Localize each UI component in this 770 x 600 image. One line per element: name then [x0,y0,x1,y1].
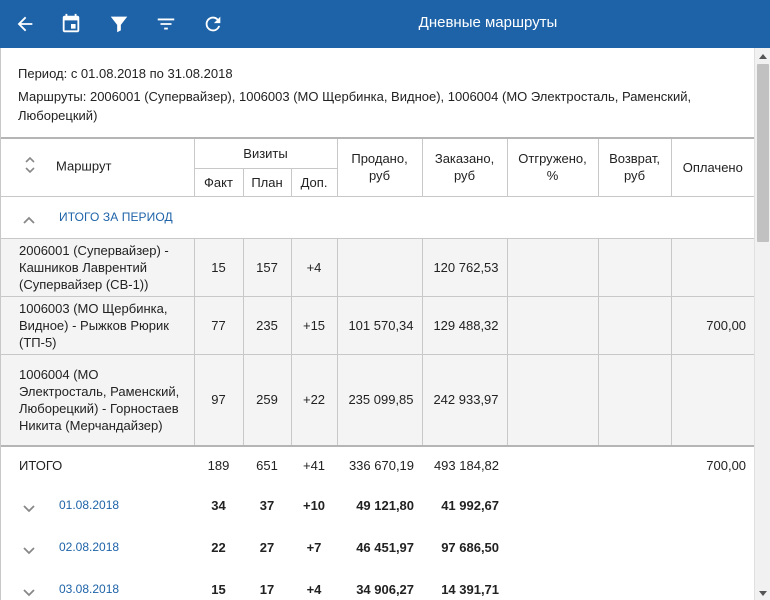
total-extra: +41 [291,446,337,484]
column-label-route: Маршрут [56,158,112,174]
day-sold: 34 906,27 [356,581,415,597]
total-paid: 700,00 [671,446,754,484]
day-link[interactable]: 01.08.2018 [59,498,120,512]
chevron-down-icon[interactable] [23,500,35,512]
day-row[interactable] [1,526,754,568]
column-header-route[interactable] [1,138,194,196]
back-arrow-icon[interactable] [13,12,37,36]
day-link[interactable]: 03.08.2018 [59,582,120,596]
extra-cell: +22 [291,354,337,446]
total-returned [598,446,671,484]
extra-cell: +4 [291,238,337,296]
column-header-ordered: Заказано, руб [422,138,507,196]
day-ordered: 41 992,67 [441,497,500,513]
column-header-shipped: Отгружено, % [507,138,598,196]
period-section-toggle[interactable] [1,196,754,238]
sort-lines-icon[interactable] [154,12,178,36]
report-panel [0,48,754,600]
fact-cell: 15 [194,238,243,296]
total-ordered: 493 184,82 [422,446,507,484]
fact-cell: 77 [194,296,243,354]
column-header-sold: Продано, руб [337,138,422,196]
total-label: ИТОГО [1,446,194,484]
day-extra: +7 [306,539,322,555]
plan-cell: 259 [243,354,291,446]
table-row [1,296,754,354]
shipped-cell [507,354,598,446]
extra-cell: +15 [291,296,337,354]
filter-icon[interactable] [107,12,131,36]
vertical-scrollbar[interactable] [754,48,770,600]
returned-cell [598,238,671,296]
section-label: ИТОГО ЗА ПЕРИОД [59,210,173,224]
day-fact: 22 [211,539,226,555]
paid-cell: 700,00 [671,296,754,354]
sort-icon[interactable] [24,156,36,178]
table-row [1,238,754,296]
day-row[interactable] [1,484,754,526]
route-cell: 1006004 (МО Электросталь, Раменский, Люборецкий) - Горностаев Никита (Мерчандайзер) [1,354,194,446]
chevron-down-icon[interactable] [23,542,35,554]
day-fact: 34 [211,497,226,513]
day-ordered: 14 391,71 [441,581,500,597]
routes-text: Маршруты: 2006001 (Супервайзер), 1006003 (МО Щербинка, Видное), 1006004 (МО Электросталь, Раменский, Люборецкий) [18,89,692,123]
returned-cell [598,354,671,446]
ordered-cell: 242 933,97 [422,354,507,446]
plan-cell: 235 [243,296,291,354]
route-cell: 2006001 (Супервайзер) - Кашников Лаврентий (Супервайзер (СВ-1)) [1,238,194,296]
sold-cell: 235 099,85 [337,354,422,446]
day-fact: 15 [211,581,226,597]
column-header-returned: Возврат, руб [598,138,671,196]
total-row [1,446,754,484]
day-link[interactable]: 02.08.2018 [59,540,120,554]
table-row [1,354,754,446]
toolbar [0,0,770,48]
day-sold: 46 451,97 [356,539,415,555]
shipped-cell [507,238,598,296]
column-header-paid: Оплачено [671,138,754,196]
scroll-thumb[interactable] [757,64,769,242]
returned-cell [598,296,671,354]
sold-cell [337,238,422,296]
refresh-icon[interactable] [201,12,225,36]
plan-cell: 157 [243,238,291,296]
column-header-plan: План [243,168,291,196]
total-shipped [507,446,598,484]
route-cell: 1006003 (МО Щербинка, Видное) - Рыжков Рюрик (ТП-5) [1,296,194,354]
total-sold: 336 670,19 [337,446,422,484]
paid-cell [671,354,754,446]
column-header-extra: Доп. [291,168,337,196]
page-title: Дневные маршруты [418,14,558,31]
total-fact: 189 [194,446,243,484]
chevron-down-icon[interactable] [23,584,35,596]
fact-cell: 97 [194,354,243,446]
day-ordered: 97 686,50 [441,539,500,555]
day-sold: 49 121,80 [356,497,415,513]
scroll-down-icon[interactable] [759,591,767,596]
column-header-visits: Визиты [194,138,337,168]
day-row[interactable] [1,568,754,600]
paid-cell [671,238,754,296]
day-plan: 17 [259,581,275,597]
column-header-fact: Факт [194,168,243,196]
scroll-up-icon[interactable] [759,54,767,59]
sold-cell: 101 570,34 [337,296,422,354]
day-extra: +4 [306,581,322,597]
ordered-cell: 129 488,32 [422,296,507,354]
total-plan: 651 [243,446,291,484]
ordered-cell: 120 762,53 [422,238,507,296]
day-plan: 37 [259,497,275,513]
shipped-cell [507,296,598,354]
day-extra: +10 [302,497,326,513]
routes-table [1,137,754,600]
report-info [18,64,718,125]
calendar-icon[interactable] [59,12,83,36]
day-plan: 27 [259,539,275,555]
chevron-up-icon[interactable] [23,212,35,224]
period-text: Период: с 01.08.2018 по 31.08.2018 [18,66,233,81]
